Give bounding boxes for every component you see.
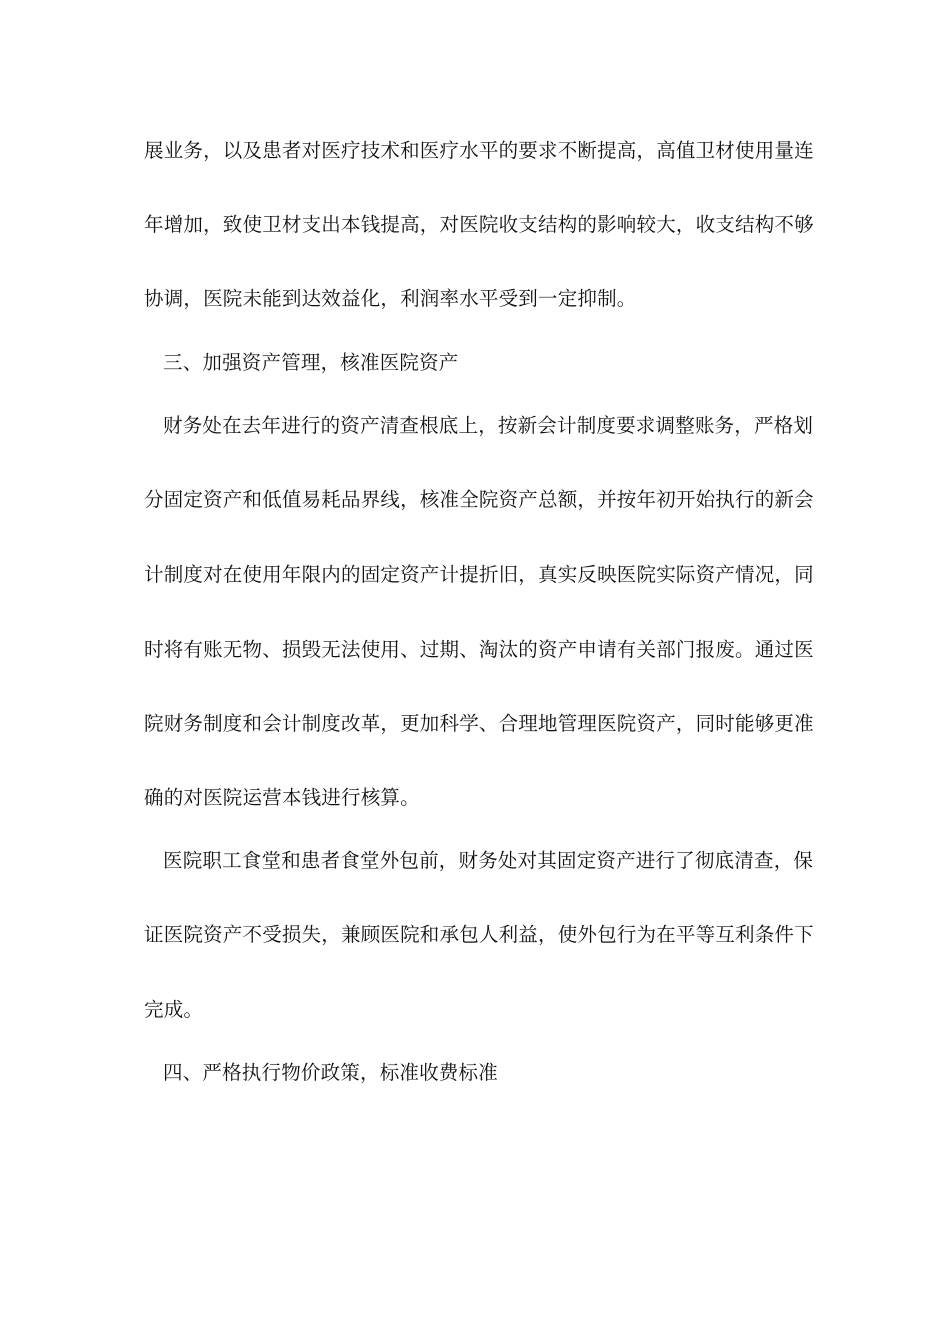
paragraph-first-line: 财务处在去年进行的资产清查根底上，按新会计制度要求调整账务，严格划: [163, 414, 814, 437]
body-text-line: 时将有账无物、损毁无法使用、过期、淘汰的资产申请有关部门报废。通过医: [144, 638, 814, 661]
body-text-line: 展业务，以及患者对医疗技术和医疗水平的要求不断提高，高值卫材使用量连: [144, 139, 814, 162]
body-text-line: 完成。: [144, 998, 204, 1021]
body-text-line: 确的对医院运营本钱进行核算。: [144, 786, 420, 809]
body-text-line: 证医院资产不受损失，兼顾医院和承包人利益，使外包行为在平等互利条件下: [144, 923, 814, 946]
body-text-line: 年增加，致使卫材支出本钱提高，对医院收支结构的影响较大，收支结构不够: [144, 213, 814, 236]
section-heading: 三、加强资产管理，核准医院资产: [163, 351, 459, 374]
body-text-line: 协调，医院未能到达效益化，利润率水平受到一定抑制。: [144, 287, 637, 310]
body-text-line: 分固定资产和低值易耗品界线，核准全院资产总额，并按年初开始执行的新会: [144, 488, 814, 511]
body-text-line: 计制度对在使用年限内的固定资产计提折旧，真实反映医院实际资产情况，同: [144, 563, 814, 586]
body-text-line: 院财务制度和会计制度改革，更加科学、合理地管理医院资产，同时能够更准: [144, 712, 814, 735]
paragraph-first-line: 医院职工食堂和患者食堂外包前，财务处对其固定资产进行了彻底清查，保: [163, 849, 814, 872]
section-heading: 四、严格执行物价政策，标准收费标准: [163, 1061, 498, 1084]
